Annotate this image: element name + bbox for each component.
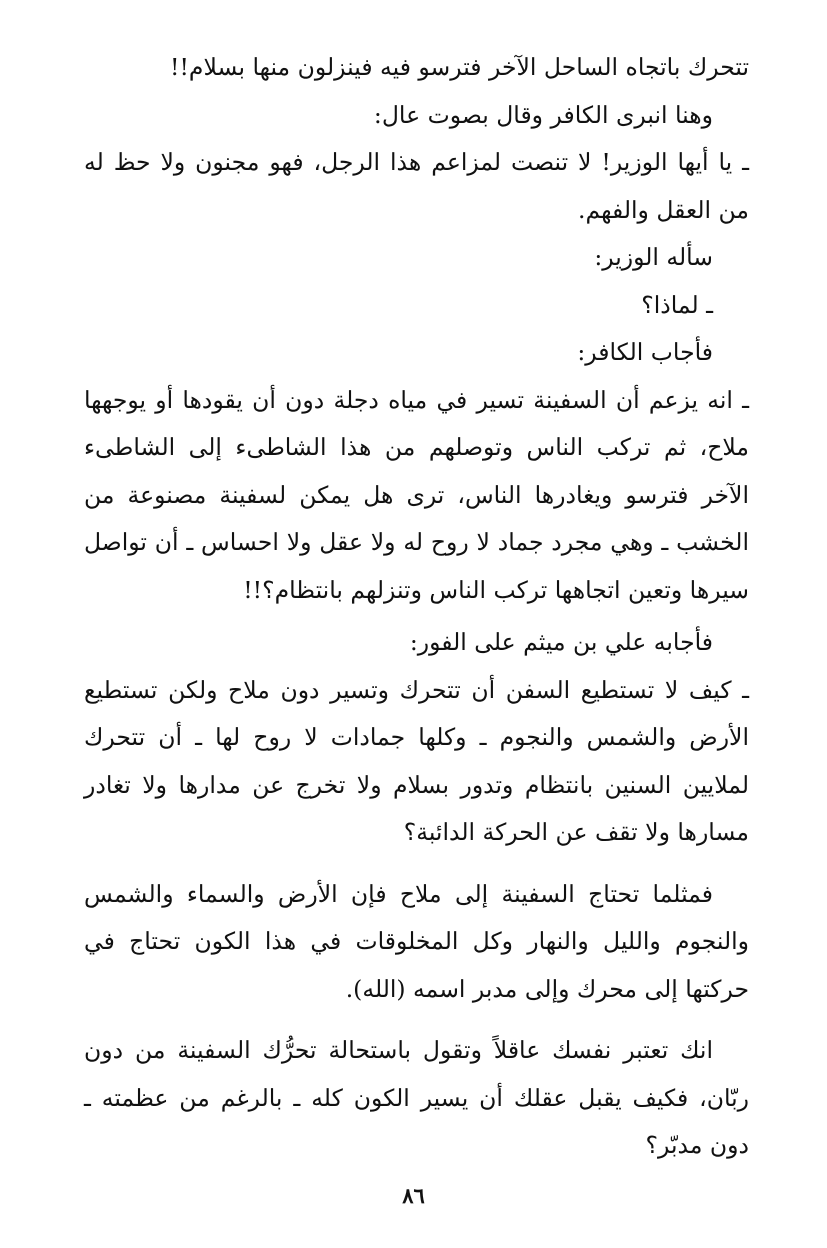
paragraph-dialogue: ـ يا أيها الوزير! لا تنصت لمزاعم هذا الرجل، فهو مجنون ولا حظ له من العقل والفهم.: [84, 148, 749, 224]
page-body-text: [84, 44, 749, 1170]
paragraph-commentary: فمثلما تحتاج السفينة إلى ملاح فإن الأرض والسماء والشمس والنجوم والليل والنهار وكل المخلوقات في هذا الكون تحتاج في حركتها إلى محرك وإلى مدبر اسمه (الله).: [84, 879, 749, 1003]
paragraph-narration: سأله الوزير:: [594, 243, 713, 271]
paragraph-narration: فأجاب الكافر:: [577, 338, 713, 366]
page-number: ٨٦: [402, 1183, 425, 1208]
paragraph-narration: وهنا انبرى الكافر وقال بصوت عال:: [373, 100, 713, 129]
paragraph-dialogue: ـ كيف لا تستطيع السفن أن تتحرك وتسير دون ملاح ولكن تستطيع الأرض والشمس والنجوم ـ وكلها جمادات لا روح لها ـ أن تتحرك لملايين السنين بانتظام وتدور بسلام ولا تخرج عن مدارها ولا تغادر مسارها ولا تقف عن الحركة الدائبة؟: [84, 675, 749, 846]
paragraph-dialogue: ـ انه يزعم أن السفينة تسير في مياه دجلة دون أن يقودها أو يوجهها ملاح، ثم تركب الناس وتوصلهم من هذا الشاطىء إلى الشاطىء الآخر فترسو ويغادرها الناس، ترى هل يمكن لسفينة مصنوعة من الخشب ـ وهي مجرد جماد لا روح له ولا عقل ولا احساس ـ أن تواصل سيرها وتعين اتجاهها تركب الناس وتنزلهم بانتظام؟!!: [84, 385, 749, 604]
paragraph-continuation: تتحرك باتجاه الساحل الآخر فترسو فيه فينزلون منها بسلام!!: [170, 53, 749, 81]
paragraph-narration: فأجابه علي بن ميثم على الفور:: [409, 628, 713, 656]
paragraph-commentary: انك تعتبر نفسك عاقلاً وتقول باستحالة تحرُّك السفينة من دون ربّان، فكيف يقبل عقلك أن يسير الكون كله ـ بالرغم من عظمته ـ دون مدبّر؟: [84, 1036, 749, 1159]
paragraph-dialogue: ـ لماذا؟: [641, 290, 713, 319]
